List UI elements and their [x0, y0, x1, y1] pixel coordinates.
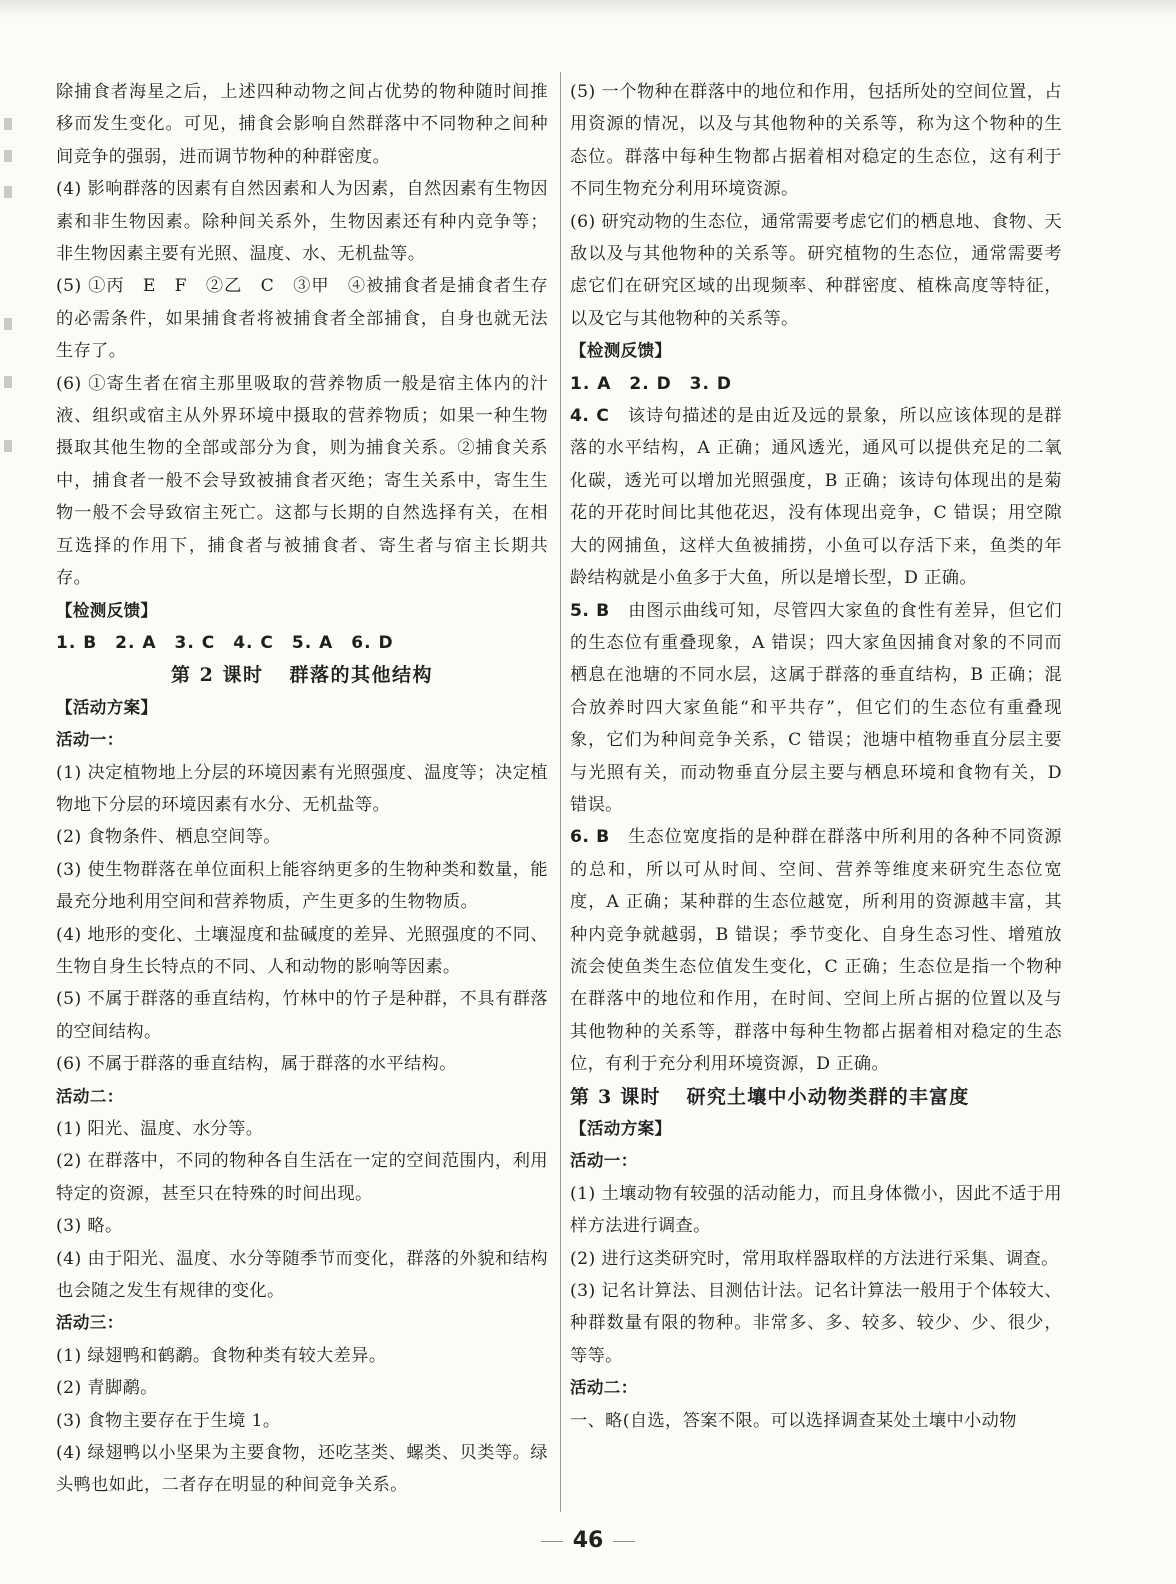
- paragraph: (1) 决定植物地上分层的环境因素有光照强度、温度等；决定植物地下分层的环境因素有水分、无机盐等。: [56, 762, 548, 815]
- page-number-rule: [613, 1541, 635, 1542]
- question-number: 5. B: [570, 600, 610, 621]
- paragraph: (5) 一个物种在群落中的地位和作用，包括所处的空间位置，占用资源的情况，以及与其他物种的关系等，称为这个物种的生态位。群落中每种生物都占据着相对稳定的生态位，这有利于不同生物充分利用环境资源。: [570, 82, 1062, 200]
- paragraph: (2) 青脚鹬。: [56, 1378, 158, 1399]
- scan-top-shadow: [0, 0, 1176, 18]
- paragraph: (4) 影响群落的因素有自然因素和人为因素，自然因素有生物因素和非生物因素。除种间关系外，生物因素还有种内竞争等；非生物因素主要有光照、温度、水、无机盐等。: [56, 179, 548, 265]
- explanation-text: 生态位宽度指的是种群在群落中所利用的各种不同资源的总和，所以可从时间、空间、营养等维度来研究生态位宽度，A 正确；某种群的生态位越宽，所利用的资源越丰富，其种内竞争就越弱，B 错误；季节变化、自身生态习性、增殖放流会使鱼类生态位值发生变化，C 正确；生态位是指一个物种在群落中的地位和作用，在时间、空间上所占据的位置以及与其他物种的关系等，群落中每种生物都占据着相对稳定的生态位，有利于充分利用环境资源，D 正确。: [570, 827, 1062, 1075]
- paragraph: (2) 在群落中，不同的物种各自生活在一定的空间范围内，利用特定的资源，甚至只在特殊的时间出现。: [56, 1151, 548, 1204]
- paragraph: (3) 食物主要存在于生境 1。: [56, 1410, 281, 1431]
- section-heading: 【检测反馈】: [570, 341, 672, 361]
- paragraph: (1) 绿翅鸭和鹤鹬。食物种类有较大差异。: [56, 1345, 387, 1366]
- section-heading: 【活动方案】: [570, 1119, 672, 1138]
- left-column: [56, 76, 548, 1502]
- answer-key: 1. A 2. D 3. D: [570, 373, 732, 394]
- paragraph: (6) ①寄生者在宿主那里吸取的营养物质一般是宿主体内的汁液、组织或宿主从外界环境中摄取的营养物质；如果一种生物摄取其他生物的全部或部分为食，则为捕食关系。②捕食关系中，捕食者一般不会导致被捕食者灭绝；寄生关系中，寄生生物一般不会导致宿主死亡。这都与长期的自然选择有关，在相互选择的作用下，捕食者与被捕食者、寄生者与宿主长期共存。: [56, 373, 548, 589]
- activity-heading: 活动一：: [56, 730, 124, 750]
- paragraph: (3) 使生物群落在单位面积上能容纳更多的生物种类和数量，能最充分地利用空间和营养物质，产生更多的生物物质。: [56, 859, 548, 913]
- paragraph: (4) 绿翅鸭以小坚果为主要食物，还吃茎类、螺类、贝类等。绿头鸭也如此，二者存在明显的种间竞争关系。: [56, 1443, 548, 1496]
- paragraph: (4) 地形的变化、土壤湿度和盐碱度的差异、光照强度的不同、生物自身生长特点的不同、人和动物的影响等因素。: [56, 924, 548, 977]
- lesson-number: 第 3 课时: [570, 1085, 661, 1108]
- scan-edge-mark: [4, 150, 12, 162]
- question-explanation: [570, 400, 1062, 594]
- section-heading: 【检测反馈】: [56, 600, 158, 620]
- activity-heading: 活动三：: [56, 1313, 124, 1333]
- activity-heading: 活动二：: [56, 1086, 124, 1106]
- lesson-title: [570, 1081, 1062, 1113]
- question-explanation: [570, 595, 1062, 822]
- paragraph: (3) 记名计算法、目测估计法。记名计算法一般用于个体较大、种群数量有限的物种。非常多、多、较多、较少、少、很少，等等。: [570, 1281, 1062, 1366]
- paragraph: (6) 研究动物的生态位，通常需要考虑它们的栖息地、食物、天敌以及与其他物种的关系等。研究植物的生态位，通常需要考虑它们在研究区域的出现频率、种群密度、植株高度等特征，以及它与其他物种的关系等。: [570, 211, 1062, 329]
- scan-edge-mark: [4, 118, 12, 130]
- paragraph: (3) 略。: [56, 1216, 123, 1237]
- lesson-name: 研究土壤中小动物类群的丰富度: [686, 1085, 970, 1108]
- scan-edge-mark: [4, 186, 12, 198]
- scan-edge-mark: [4, 318, 12, 330]
- paragraph: (6) 不属于群落的垂直结构，属于群落的水平结构。: [56, 1054, 457, 1075]
- page-number: [0, 1528, 1176, 1553]
- lesson-title: [56, 659, 548, 691]
- section-heading: 【活动方案】: [56, 697, 158, 717]
- paragraph: 除捕食者海星之后，上述四种动物之间占优势的物种随时间推移而发生变化。可见，捕食会影响自然群落中不同物种之间种间竞争的强弱，进而调节物种的种群密度。: [56, 82, 548, 167]
- page-number-rule: [541, 1541, 563, 1542]
- question-explanation: [570, 821, 1062, 1080]
- paragraph: (1) 土壤动物有较强的活动能力，而且身体微小，因此不适于用样方法进行调查。: [570, 1183, 1062, 1237]
- paragraph: (5) 不属于群落的垂直结构，竹林中的竹子是种群，不具有群落的空间结构。: [56, 989, 548, 1042]
- explanation-text: 由图示曲线可知，尽管四大家鱼的食性有差异，但它们的生态位有重叠现象，A 错误；四大家鱼因捕食对象的不同而栖息在池塘的不同水层，这属于群落的垂直结构，B 正确；混合放养时四大家鱼能“和平共存”，但它们的生态位有重叠现象，它们为种间竞争关系，C 错误；池塘中植物垂直分层主要与光照有关，而动物垂直分层主要与栖息环境和食物有关，D 错误。: [570, 600, 1062, 815]
- paragraph: (2) 进行这类研究时，常用取样器取样的方法进行采集、调查。: [570, 1248, 1059, 1269]
- right-column: [570, 76, 1062, 1437]
- lesson-name: 群落的其他结构: [289, 664, 433, 687]
- page-number-text: 46: [572, 1528, 604, 1553]
- question-number: 6. B: [570, 827, 610, 848]
- explanation-text: 该诗句描述的是由近及远的景象，所以应该体现的是群落的水平结构，A 正确；通风透光，通风可以提供充足的二氧化碳，透光可以增加光照强度，B 正确；该诗句体现出的是菊花的开花时间比其他花迟，没有体现出竞争，C 错误；用空隙大的网捕鱼，这样大鱼被捕捞，小鱼可以存活下来，鱼类的年龄结构就是小鱼多于大鱼，所以是增长型，D 正确。: [570, 406, 1063, 589]
- question-number: 4. C: [570, 406, 610, 427]
- paragraph: 一、略(自选，答案不限。可以选择调查某处土壤中小动物: [570, 1410, 1017, 1431]
- activity-heading: 活动二：: [570, 1378, 638, 1398]
- scan-edge-mark: [4, 440, 12, 452]
- paragraph: (5) ①丙 E F ②乙 C ③甲 ④被捕食者是捕食者生存的必需条件，如果捕食者将被捕食者全部捕食，自身也就无法生存了。: [56, 276, 548, 362]
- activity-heading: 活动一：: [570, 1151, 638, 1171]
- column-divider: [560, 72, 561, 1512]
- paragraph: (4) 由于阳光、温度、水分等随季节而变化，群落的外貌和结构也会随之发生有规律的变化。: [56, 1248, 548, 1302]
- lesson-number: 第 2 课时: [171, 664, 264, 687]
- paragraph: (1) 阳光、温度、水分等。: [56, 1119, 264, 1139]
- paragraph: (2) 食物条件、栖息空间等。: [56, 827, 281, 848]
- answer-key: 1. B 2. A 3. C 4. C 5. A 6. D: [56, 632, 394, 653]
- scan-edge-mark: [4, 376, 12, 388]
